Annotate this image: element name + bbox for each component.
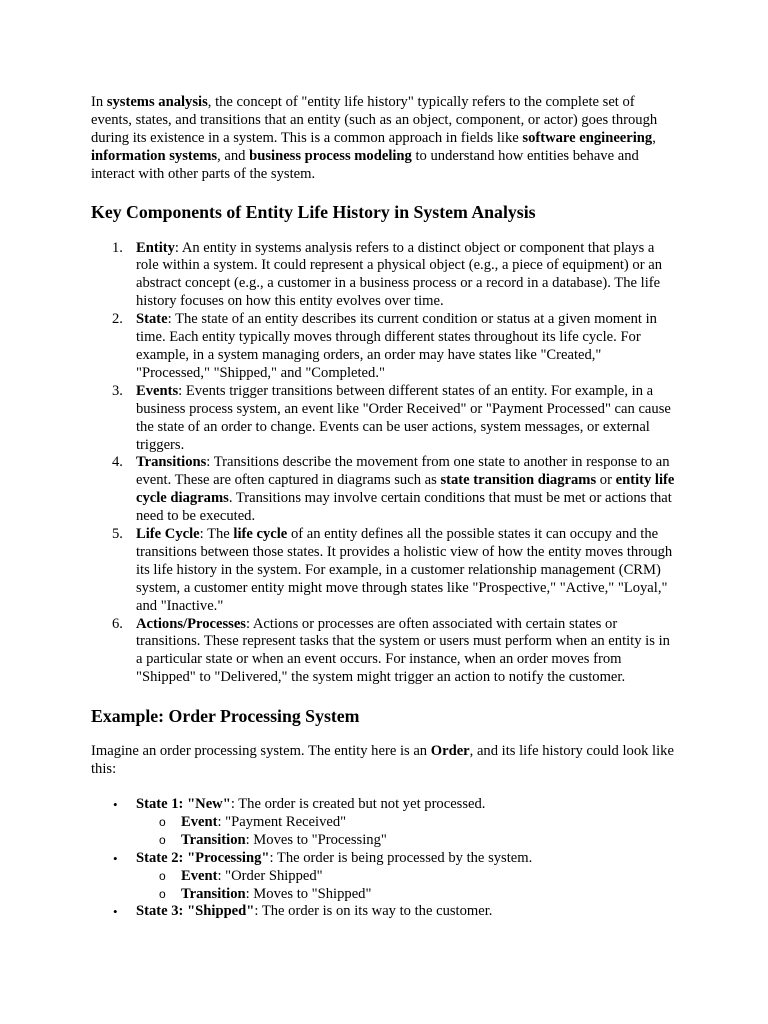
sub-bullet-icon: o: [159, 832, 166, 847]
term-software-engineering: software engineering: [522, 129, 653, 146]
state-details-list: [136, 814, 678, 850]
list-item-life-cycle: 5. Life Cycle: The life cycle of an entity defines all the possible states it can occupy and the transitions between those states. It provides a holistic view of how the entity moves through its life history in the system. For example, in a customer relationship management (CRM) system, a customer entity might move through states like "Prospective," "Active," "Loyal," and "Inactive.": [112, 526, 673, 614]
state-details-list: [136, 868, 678, 904]
term-information-systems: information systems: [91, 147, 218, 164]
list-item-transitions: 4. Transitions: Transitions describe the movement from one state to another in response to an event. These are often captured in diagrams such as state transition diagrams or entity life cycle diagrams. Transitions may involve certain conditions that must be met or actions that need to be executed.: [112, 454, 675, 525]
bullet-icon: •: [113, 797, 118, 812]
state-item-processing: • State 2: "Processing": The order is being processed by the system. o Event: "Order Shipped" o Transition: Moves to "Shipped": [136, 850, 678, 904]
order-states-list: [91, 796, 678, 921]
bullet-icon: •: [113, 904, 118, 920]
term-business-process-modeling: business process modeling: [249, 147, 412, 164]
intro-paragraph: In systems analysis, the concept of "entity life history" typically refers to the complete set of events, states, and transitions that an entity (such as an object, component, or actor) goes through during its existence in a system. This is a common approach in fields like software engineering, information systems, and business process modeling to understand how entities behave and interact with other parts of the system.: [91, 94, 658, 182]
key-components-heading: Key Components of Entity Life History in System Analysis: [91, 201, 536, 222]
state-item-new: • State 1: "New": The order is created but not yet processed. o Event: "Payment Received" o Transition: Moves to "Processing": [136, 796, 678, 850]
list-item-actions-processes: 6. Actions/Processes: Actions or processes are often associated with certain states or transitions. These represent tasks that the system or users must perform when an entity is in a particular state or when an event occurs. For instance, when an order moves from "Shipped" to "Delivered," the system might trigger an action to notify the customer.: [112, 615, 670, 686]
list-item-entity: 1. Entity: An entity in systems analysis refers to a distinct object or component that plays a role within a system. It could represent a physical object (e.g., a piece of equipment) or an abstract concept (e.g., a customer in a business process or a record in a database). The life history focuses on how this entity evolves over time.: [112, 239, 663, 310]
sub-bullet-icon: o: [159, 886, 166, 901]
example-intro-paragraph: Imagine an order processing system. The entity here is an Order, and its life history could look like this:: [91, 743, 674, 778]
state-item-shipped: • State 3: "Shipped": The order is on its way to the customer.: [113, 903, 493, 920]
term-systems-analysis: systems analysis: [106, 94, 208, 110]
example-heading: Example: Order Processing System: [91, 706, 360, 727]
sub-bullet-icon: o: [159, 868, 166, 883]
state-transition: o Transition: Moves to "Shipped": [159, 885, 372, 902]
term-order: Order: [430, 743, 470, 760]
bullet-icon: •: [113, 850, 118, 866]
key-components-list: [91, 240, 678, 688]
state-event: o Event: "Order Shipped": [159, 867, 323, 884]
sub-bullet-icon: o: [159, 814, 166, 829]
list-item-events: 3. Events: Events trigger transitions between different states of an entity. For example, in a business process system, an event like "Order Received" or "Payment Processed" can cause the state of an order to change. Events can be user actions, system messages, or external triggers.: [112, 382, 671, 453]
list-item-state: 2. State: The state of an entity describes its current condition or status at a given moment in time. Each entity typically moves through different states throughout its life cycle. For example, in a system managing orders, an order may have states like "Created," "Processed," "Shipped," and "Completed.": [112, 311, 657, 381]
state-event: o Event: "Payment Received": [159, 813, 347, 830]
state-transition: o Transition: Moves to "Processing": [159, 831, 387, 848]
